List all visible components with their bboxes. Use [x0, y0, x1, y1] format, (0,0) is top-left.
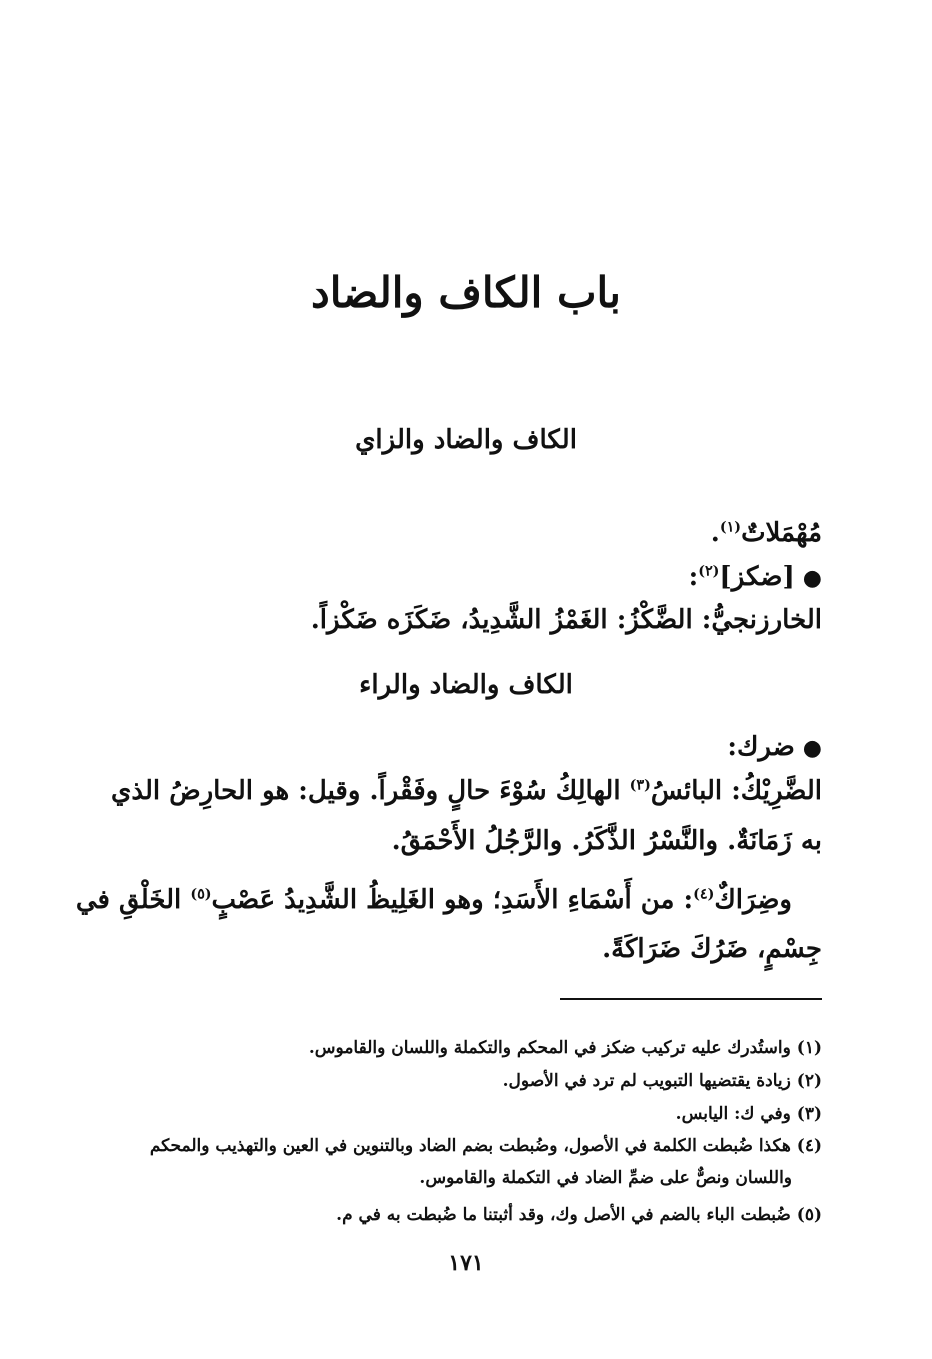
footnote-divider	[560, 998, 822, 1000]
paragraph-2-line-1: وضِرَاكٌ$^{(٤)}$: من أَسْمَاءِ الأَسَدِ؛ وهو الغَلِيظُ الشَّدِيدُ عَصْبٍ$^{(٥)}$ الخَلْقِ في	[75, 885, 792, 915]
entry-head-dkz: ●[ضكز]$^{(٢)}$:	[688, 562, 822, 592]
footnote-4: (٤) هكذا ضُبطت الكلمة في الأصول، وضُبطت بضم الضاد وبالتنوين في العين والتهذيب والمحكم	[149, 1136, 822, 1156]
bullet-icon: ●	[802, 735, 822, 761]
entry-root: [ضكز]	[719, 562, 795, 592]
paragraph-1-line-2: به زَمَانَةٌ. والنَّسْرُ الذَّكَرُ. والرَّجُلُ الأَحْمَقُ.	[391, 826, 822, 856]
section-heading-kaf-dad-ra: الكاف والضاد والراء	[359, 670, 573, 700]
entry-text-dkz: الخارزنجيُّ: الضَّكْزُ: الغَمْزُ الشَّدِيدُ، ضَكَزَه ضَكْزاً.	[310, 605, 822, 635]
entry-root: ضرك	[736, 732, 795, 762]
footnote-ref-5: (٥)	[190, 886, 212, 903]
paragraph-2-line-2: جِسْمٍ، ضَرُكَ ضَرَاكَةً.	[602, 934, 822, 964]
chapter-title: باب الكاف والضاد	[311, 268, 621, 317]
entry-head-drk: ●ضرك:	[727, 732, 822, 762]
section-heading-kaf-dad-zay: الكاف والضاد والزاي	[355, 425, 577, 455]
bullet-icon: ●	[802, 565, 822, 591]
footnote-ref-4: (٤)	[693, 886, 715, 903]
footnote-ref-3: (٣)	[629, 777, 651, 794]
footnote-ref-2: (٢)	[698, 563, 720, 580]
footnote-3: (٣) وفي ك: اليابس.	[675, 1104, 822, 1124]
muhmalat-word: مُهْمَلاتٌ	[741, 518, 822, 548]
paragraph-1-line-1: الضَّرِيْكُ: البائسُ$^{(٣)}$ الهالِكُ سُوْءَ حالٍ وفَقْراً. وقيل: هو الحارِضُ الذي	[111, 776, 822, 806]
muhmalat-line: مُهْمَلاتٌ$^{(١)}$.	[710, 518, 822, 548]
footnote-5: (٥) ضُبطت الباء بالضم في الأصل وك، وقد أثبتنا ما ضُبطت به في م.	[336, 1205, 822, 1225]
page-number: ١٧١	[448, 1250, 484, 1276]
footnote-2: (٢) زيادة يقتضيها التبويب لم ترد في الأصول.	[502, 1071, 822, 1091]
footnote-ref-1: (١)	[719, 519, 742, 536]
footnote-4-continued: واللسان ونصٌّ على ضمِّ الضاد في التكملة والقاموس.	[419, 1168, 792, 1188]
footnote-1: (١) واستُدرك عليه تركيب ضكز في المحكم والتكملة واللسان والقاموس.	[308, 1038, 822, 1058]
